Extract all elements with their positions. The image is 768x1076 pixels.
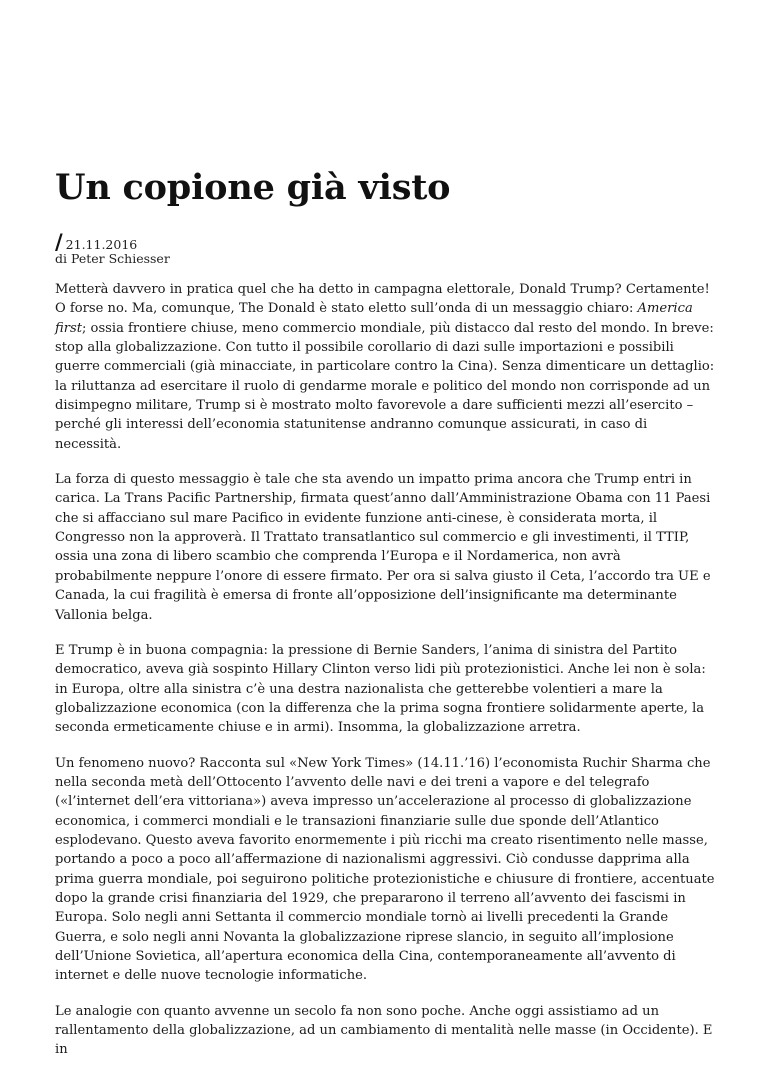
- article-title: Un copione già visto: [55, 167, 451, 208]
- article-body: [55, 280, 717, 1076]
- author-byline: di Peter Schiesser: [55, 251, 170, 266]
- paragraph-1-text-b: ; ossia frontiere chiuse, meno commercio mondiale, più distacco dal resto del mondo. In breve: stop alla globalizzazione. Con tutto il possibile corollario di dazi sulle importazioni e possibili guerre commerciali (già minacciate, in particolare contro la Cina). Senza dimenticare un dettaglio: la riluttanza ad esercitare il ruolo di gendarme morale e politico del mondo non corrisponde ad un disimpegno militare, Trump si è mostrato molto favorevole a dare sufficienti mezzi all’esercito – perché gli interessi dell’economia statunitense andranno comunque assicurati, in caso di necessità.: [55, 320, 715, 452]
- paragraph-1-emphasis: America first: [55, 301, 693, 336]
- slash-separator-icon: /: [55, 230, 63, 254]
- paragraph-5: Le analogie con quanto avvenne un secolo fa non sono poche. Anche oggi assistiamo ad un rallentamento della globalizzazione, ad un cambiamento di mentalità nelle masse (in Occidente). E in: [55, 1003, 713, 1058]
- paragraph-3: E Trump è in buona compagnia: la pressione di Bernie Sanders, l’anima di sinistra del Partito democratico, aveva già sospinto Hillary Clinton verso lidi più protezionistici. Anche lei non è sola: in Europa, oltre alla sinistra c’è una destra nazionalista che getterebbe volentieri a mare la globalizzazione economica (con la differenza che la prima sogna frontiere solidarmente aperte, la seconda ermeticamente chiuse e in armi). Insomma, la globalizzazione arretra.: [55, 642, 706, 736]
- paragraph-2: La forza di questo messaggio è tale che sta avendo un impatto prima ancora che Trump entri in carica. La Trans Pacific Partnership, firmata quest’anno dall’Amministrazione Obama con 11 Paesi che si affacciano sul mare Pacifico in evidente funzione anti-cinese, è considerata morta, il Congresso non la approverà. Il Trattato transatlantico sul commercio e gli investimenti, il TTIP, ossia una zona di libero scambio che comprenda l’Europa e il Nordamerica, non avrà probabilmente neppure l’onore di essere firmato. Per ora si salva giusto il Ceta, l’accordo tra UE e Canada, la cui fragilità è emersa di fronte all’opposizione dell’insignificante ma determinante Vallonia belga.: [55, 472, 711, 623]
- date-line: [55, 232, 170, 252]
- paragraph-1: [55, 280, 717, 454]
- article-meta: [55, 232, 170, 266]
- paragraph-4: Un fenomeno nuovo? Racconta sul «New York Times» (14.11.’16) l’economista Ruchir Sharma che nella seconda metà dell’Ottocento l’avvento delle navi e dei treni a vapore e del telegrafo («l’internet dell’era vittoriana») aveva impresso un’accelerazione al processo di globalizzazione economica, i commerci mondiali e le transazioni finanziarie sulle due sponde dell’Atlantico esplodevano. Questo aveva favorito enormemente i più ricchi ma creato risentimento nelle masse, portando a poco a poco all’affermazione di nazionalismi aggressivi. Ciò condusse dapprima alla prima guerra mondiale, poi seguirono politiche protezionistiche e chiusure di frontiere, accentuate dopo la grande crisi finanziaria del 1929, che prepararono il terreno all’avvento dei fascismi in Europa. Solo negli anni Settanta il commercio mondiale tornò ai livelli precedenti la Grande Guerra, e solo negli anni Novanta la globalizzazione riprese slancio, in seguito all’implosione dell’Unione Sovietica, all’apertura economica della Cina, contemporaneamente all’avvento di internet e delle nuove tecnologie informatiche.: [55, 755, 715, 984]
- publish-date: 21.11.2016: [65, 237, 138, 252]
- paragraph-1-text-a: Metterà davvero in pratica quel che ha detto in campagna elettorale, Donald Trump? Certamente! O forse no. Ma, comunque, The Donald è stato eletto sull’onda di un messaggio chiaro:: [55, 282, 710, 317]
